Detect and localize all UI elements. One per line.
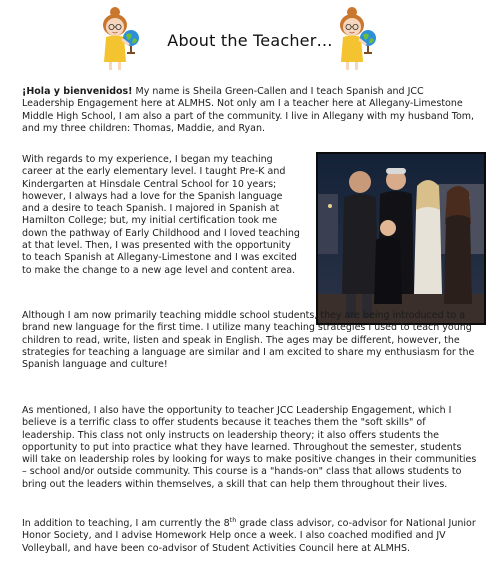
greeting-text: ¡Hola y bienvenidos!	[22, 86, 133, 97]
ordinal-suffix: th	[229, 515, 237, 524]
page-header	[0, 0, 500, 78]
leadership-paragraph: As mentioned, I also have the opportunity to teacher JCC Leadership Engagement, which I believe is a terrific class to offer students because it teaches them the "soft skills" of leadership. This class not only instructs on leadership theory; it also offers students the opportunity to put into practice what they have learned. Throughout the semester, students will take on leadership roles by looking for ways to make positive changes in their communities – school and/or outside community. This course is a "hands-on" class that allows students to bring out the leaders within themselves, a skill that can help them throughout their lives.	[22, 405, 477, 490]
activities-text-after: grade class advisor, co-advisor for National Junior Honor Society, and I advise Homework Help once a week. I also coached modified and JV Volleyball, and have been co-advisor of Student Activities Council here at ALMHS.	[22, 518, 476, 554]
activities-text-before: In addition to teaching, I am currently the 8	[22, 518, 230, 529]
intro-paragraph	[22, 86, 478, 135]
activities-paragraph	[22, 515, 478, 555]
teacher-holding-globe-icon	[335, 6, 379, 72]
experience-paragraph: With regards to my experience, I began my teaching career at the early elementary level. I taught Pre-K and Kindergarten at Hinsdale Central School for 10 years; however, I always had a love for the Spanish language and a desire to teach Spanish. I majored in Spanish at Hamilton College; but, my initial certification took me down the pathway of Early Childhood and I loved teaching at that level. Then, I was presented with the opportunity to teach Spanish at Allegany-Limestone and I was excited to make the change to a new age level and content area.	[22, 154, 300, 276]
page-title: About the Teacher…	[167, 31, 333, 50]
teacher-holding-globe-icon	[98, 6, 142, 72]
intro-text: My name is Sheila Green-Callen and I teach Spanish and JCC Leadership Engagement here at ALMHS. Not only am I a teacher here at Allegany-Limestone Middle High School, I am also a part of the community. I live in Allegany with my husband Tom, and my three children: Thomas, Maddie, and Ryan.	[22, 86, 475, 134]
family-photo	[316, 152, 486, 325]
teaching-strategies-paragraph: Although I am now primarily teaching middle school students, they are being introduced to a brand new language for the first time. I utilize many teaching strategies I used to teach young children to read, write, listen and speak in English. The ages may be different, however, the strategies for teaching a language are similar and I am excited to share my enthusiasm for the Spanish language and culture!	[22, 310, 475, 371]
family-photo-image	[318, 154, 484, 323]
